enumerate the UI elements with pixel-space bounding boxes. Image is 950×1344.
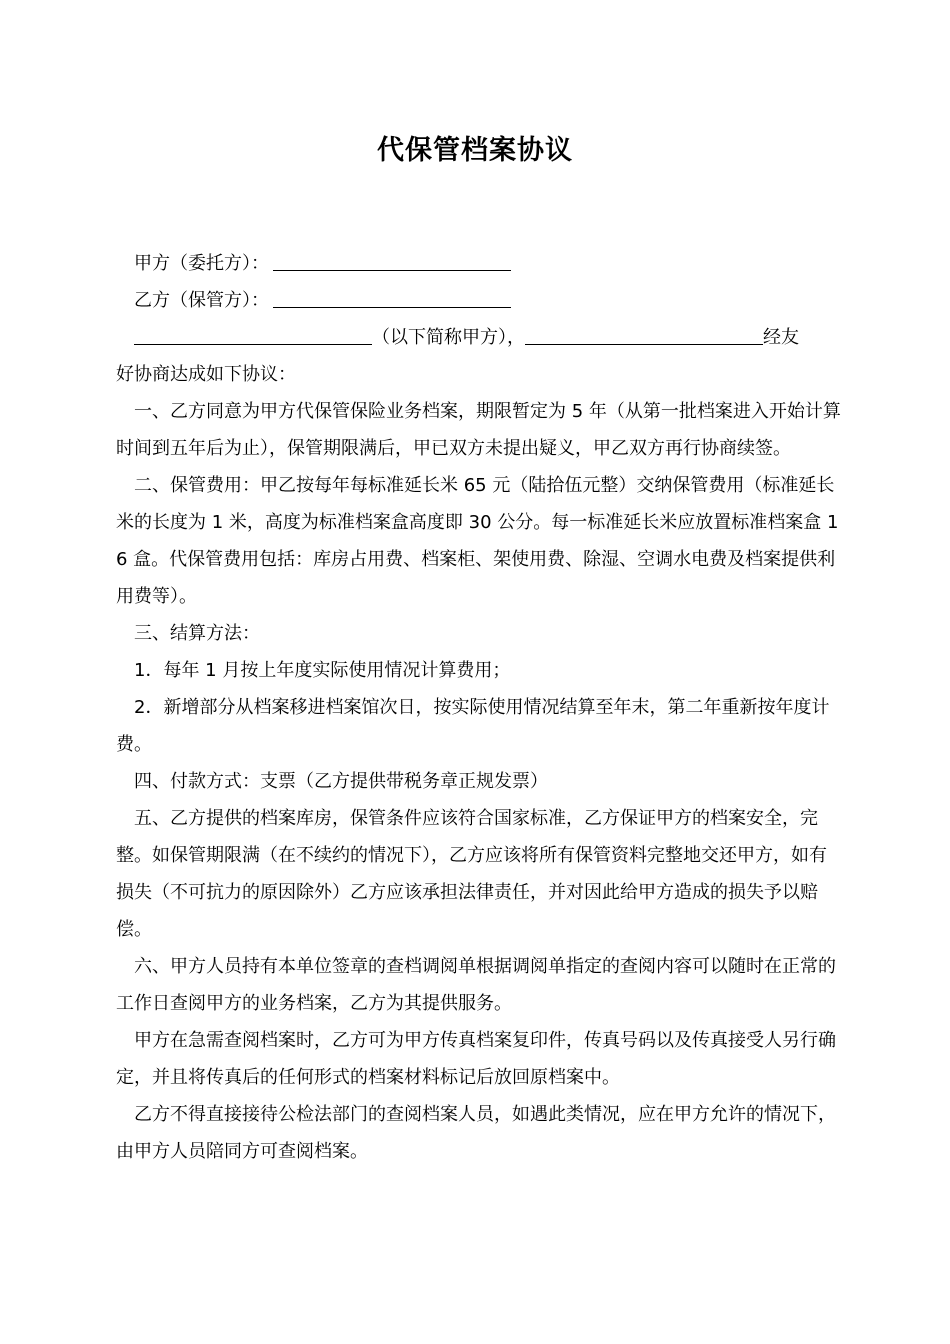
clause-4: 四、付款方式：支票（乙方提供带税务章正规发票） [134,771,548,792]
document-title: 代保管档案协议 [377,135,573,166]
clause-3: 三、结算方法： [134,623,260,644]
clause-1: 一、乙方同意为甲方代保管保险业务档案，期限暂定为 5 年（从第一批档案进入开始计算时间到五年后为止），保管期限满后，甲已双方未提出疑义，甲乙双方再行协商续签。 [116,401,841,459]
clause-6: 六、甲方人员持有本单位签章的查档调阅单根据调阅单指定的查阅内容可以随时在正常的工作日查阅甲方的业务档案，乙方为其提供服务。 [116,956,836,1014]
intro-middle-text: （以下简称甲方）， [372,327,525,348]
clause-2: 二、保管费用：甲乙按每年每标准延长米 65 元（陆拾伍元整）交纳保管费用（标准延长米的长度为 1 米，高度为标准档案盒高度即 30 公分。每一标准延长米应放置标准档案盒 16 盒。代保管费用包括：库房占用费、档案柜、架使用费、除湿、空调水电费及档案提供利用费等）。 [116,475,839,607]
document-body [116,245,842,1170]
party-a-blank [273,252,511,271]
clause-5: 五、乙方提供的档案库房，保管条件应该符合国家标准，乙方保证甲方的档案安全，完整。如保管期限满（在不续约的情况下），乙方应该将所有保管资料完整地交还甲方，如有损失（不可抗力的原因除外）乙方应该承担法律责任，并对因此给甲方造成的损失予以赔偿。 [116,808,827,940]
clause-6-para-2: 甲方在急需查阅档案时，乙方可为甲方传真档案复印件，传真号码以及传真接受人另行确定，并且将传真后的任何形式的档案材料标记后放回原档案中。 [116,1030,836,1088]
intro-continuation: 好协商达成如下协议： [116,364,296,385]
party-b-label: 乙方（保管方）： [134,290,269,311]
clause-3-item-2: 2．新增部分从档案移进档案馆次日，按实际使用情况结算至年末，第二年重新按年度计费。 [116,697,830,755]
party-a-line [116,245,842,282]
intro-blank-1 [134,326,372,345]
party-a-label: 甲方（委托方）： [134,253,269,274]
intro-line [116,319,842,356]
clause-3-item-1: 1．每年 1 月按上年度实际使用情况计算费用； [134,660,511,681]
clause-6-para-3: 乙方不得直接接待公检法部门的查阅档案人员，如遇此类情况，应在甲方允许的情况下，由甲方人员陪同方可查阅档案。 [116,1104,836,1162]
intro-blank-2 [525,326,763,345]
party-b-blank [273,289,511,308]
party-b-line [116,282,842,319]
intro-end-text: 经友 [763,327,799,348]
